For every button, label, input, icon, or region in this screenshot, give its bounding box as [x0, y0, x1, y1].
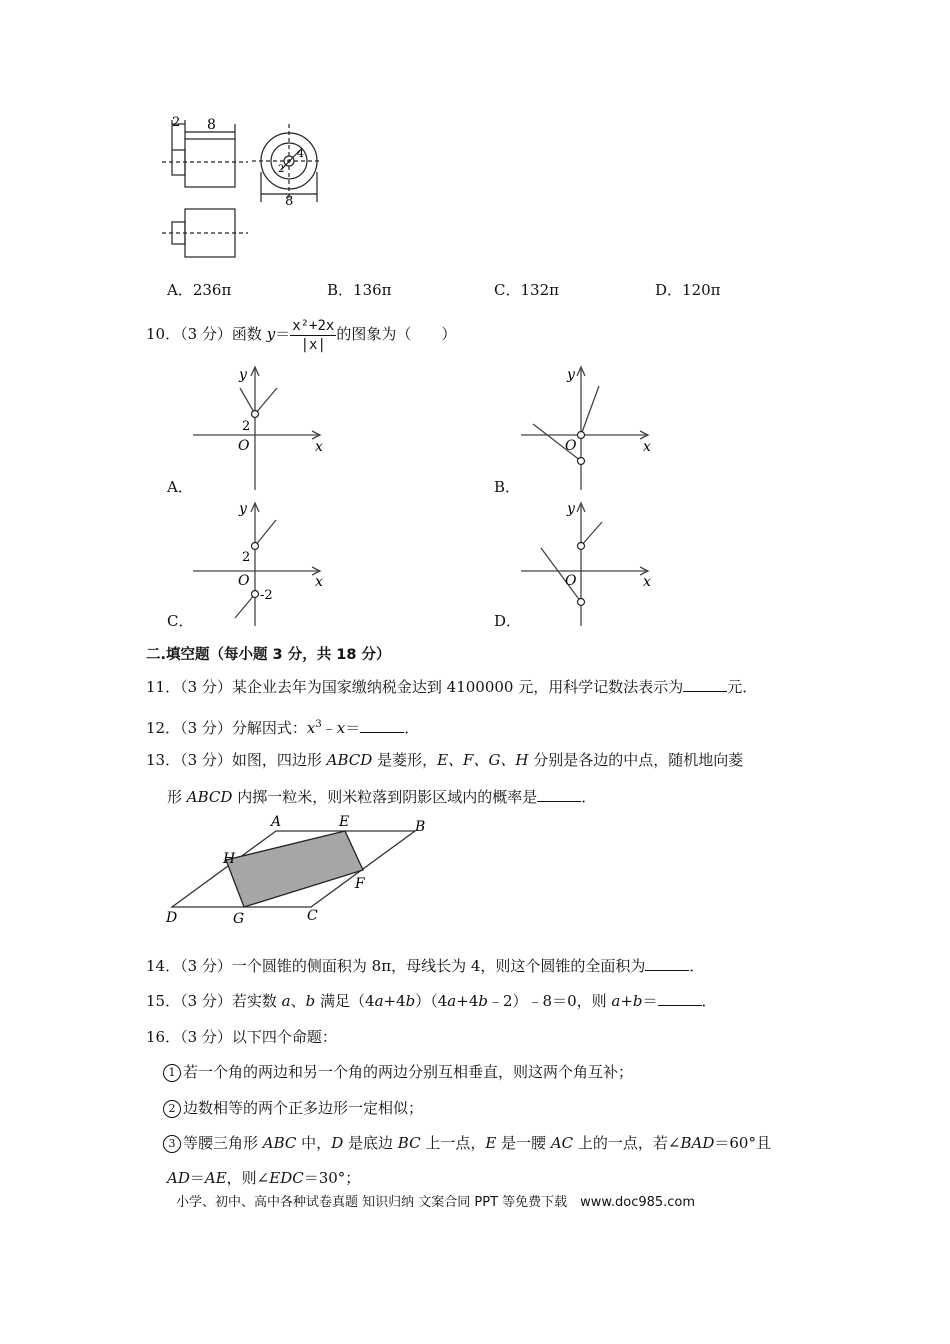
- q16-p3b-mid: ，则∠: [226, 1169, 270, 1187]
- q11-text: 11．（3 分）某企业去年为国家缴纳税金达到 4100000 元，用科学记数法表示为: [146, 678, 684, 696]
- q13-label-e: E: [339, 814, 350, 830]
- q10-fraction-numerator: x²+2x: [292, 317, 335, 334]
- q13-label-f: F: [355, 876, 365, 892]
- q10c-x-label: x: [315, 574, 323, 590]
- q16-p3a-e: E: [485, 1134, 497, 1152]
- q16-p3a-tail: ＝60°且: [714, 1134, 771, 1152]
- q10-graph-d: [518, 498, 658, 628]
- q10-fraction: [290, 317, 336, 354]
- q13-line2-post: 内掷一粒米，则米粒落到阴影区域内的概率是: [232, 788, 538, 806]
- q15-b2: b: [405, 992, 416, 1010]
- q16-circled-1: 1: [163, 1064, 181, 1082]
- q15-b3: b: [478, 992, 488, 1010]
- q10-number: 10．: [146, 325, 181, 343]
- q16-p3a-mid4: 是一腰: [496, 1134, 551, 1152]
- q13-label-a: A: [271, 814, 282, 830]
- q16-p3b-eq: ＝: [189, 1169, 205, 1187]
- q15-a3: a: [447, 992, 457, 1010]
- q11-answer-blank: [683, 677, 727, 692]
- q10d-origin-label: O: [565, 573, 577, 589]
- q15-mid3: ﹣2）﹣8＝0，则: [487, 992, 612, 1010]
- q10c-origin-label: O: [238, 573, 250, 589]
- q10-option-c: C．: [167, 612, 194, 630]
- q12-eq: ＝: [345, 719, 361, 737]
- q14-text: 14．（3 分）一个圆锥的侧面积为 8π，母线长为 4，则这个圆锥的全面积为: [146, 957, 646, 975]
- q16-circled-2: 2: [163, 1100, 181, 1118]
- q10c-neg-two-label: -2: [260, 588, 273, 603]
- q10d-y-label: y: [567, 501, 575, 517]
- q13-line1-mid: 是菱形，: [372, 751, 438, 769]
- q12-x2: x: [336, 719, 346, 737]
- q15-b4: b: [632, 992, 643, 1010]
- q16-p3a-mid3: 上一点，: [420, 1134, 486, 1152]
- q15-pre: 15．（3 分）若实数: [146, 992, 282, 1010]
- q16-p3a-bc: BC: [397, 1134, 421, 1152]
- q16-p1-text: 若一个角的两边和另一个角的两边分别互相垂直，则这两个角互补；: [183, 1063, 634, 1081]
- q9-dim-8-top: 8: [207, 117, 216, 133]
- q9-dim-2: 2: [278, 164, 285, 175]
- q10-option-b: B．: [494, 478, 521, 496]
- q16-intro: 16．（3 分）以下四个命题：: [146, 1028, 337, 1046]
- q13-line2: [167, 787, 596, 807]
- q16-proposition-2: [163, 1098, 423, 1118]
- q10a-y-label: y: [239, 367, 247, 383]
- q13-efgh: E、F、G、H: [437, 751, 529, 769]
- q16-p3b-ae: AE: [204, 1169, 227, 1187]
- q16-proposition-1: [163, 1062, 633, 1082]
- q13-label-b: B: [415, 819, 426, 835]
- q10-eq: ＝: [275, 325, 291, 343]
- q16-circled-3: 3: [163, 1135, 181, 1153]
- q12-answer-blank: [360, 718, 404, 733]
- q13-line1-pre: 13．（3 分）如图，四边形: [146, 751, 327, 769]
- q13-abcd: ABCD: [326, 751, 373, 769]
- q13-line1: [146, 750, 743, 770]
- q16-proposition-3-line1: [163, 1133, 771, 1153]
- q9-dim-2-left: 2: [172, 115, 181, 130]
- q10d-x-label: x: [643, 574, 651, 590]
- q16-p3a-mid: 中，: [296, 1134, 332, 1152]
- q9-dim-4: 4: [297, 147, 304, 160]
- q15-tail: ．: [701, 992, 717, 1010]
- q16-p3b-ad: AD: [167, 1169, 190, 1187]
- q9-option-c: C．132π: [494, 281, 559, 299]
- section-fill-in-title: 二.填空题（每小题 3 分，共 18 分）: [146, 647, 391, 663]
- q12-x: x: [306, 719, 316, 737]
- q15-mid2: ）（4: [415, 992, 448, 1010]
- q10b-origin-label: O: [565, 438, 577, 454]
- q15-a4: a: [611, 992, 621, 1010]
- q16-p3a-bad: BAD: [680, 1134, 715, 1152]
- q10-graph-b: [518, 362, 658, 492]
- q15-b: b: [305, 992, 316, 1010]
- q10c-y-label: y: [239, 501, 247, 517]
- q10-option-a: A．: [167, 478, 193, 496]
- q16-p3b-edc: EDC: [269, 1169, 304, 1187]
- q12-text: 12．（3 分）分解因式：: [146, 719, 307, 737]
- q14-answer-blank: [645, 956, 689, 971]
- q15-mid: 满足（4: [315, 992, 375, 1010]
- q12-tail: ．: [404, 719, 420, 737]
- q11-question: [146, 677, 757, 697]
- q13-line2-pre: 形: [167, 788, 187, 806]
- q15-plus3: +: [620, 992, 633, 1010]
- q13-label-g: G: [233, 911, 245, 927]
- q13-abcd-2: ABCD: [186, 788, 233, 806]
- q15-plus2: +4: [456, 992, 479, 1010]
- q11-tail: 元．: [727, 678, 758, 696]
- q15-a2: a: [374, 992, 384, 1010]
- q15-eq: ＝: [642, 992, 658, 1010]
- q15-question: [146, 991, 717, 1011]
- q12-exponent: 3: [315, 719, 322, 730]
- q16-p3a-mid2: 是底边: [343, 1134, 398, 1152]
- q10a-x-label: x: [315, 439, 323, 455]
- q12-minus: ﹣: [321, 719, 337, 737]
- q10-graph-c: [190, 498, 330, 628]
- q13-line1-post: 分别是各边的中点，随机地向菱: [528, 751, 744, 769]
- q13-label-c: C: [307, 908, 318, 924]
- q10b-y-label: y: [567, 367, 575, 383]
- q14-tail: ．: [689, 957, 705, 975]
- q9-three-view-figure: [160, 112, 330, 262]
- q13-label-d: D: [166, 910, 178, 926]
- q10-y: y: [266, 325, 276, 343]
- q13-tail: ．: [581, 788, 597, 806]
- q10-score: （3 分）函数: [180, 325, 267, 343]
- q14-question: [146, 956, 704, 976]
- page-footer: 小学、初中、高中各种试卷真题 知识归纳 文案合同 PPT 等免费下载 www.doc985.com: [176, 1195, 696, 1210]
- q10-fraction-denominator: |x|: [300, 336, 326, 353]
- q10a-origin-label: O: [238, 438, 250, 454]
- q15-answer-blank: [658, 991, 702, 1006]
- q16-p3b-tail: ＝30°；: [303, 1169, 361, 1187]
- q9-option-a: A．236π: [167, 281, 232, 299]
- q10-graph-a: [190, 362, 330, 492]
- q16-p3a-abc: ABC: [262, 1134, 297, 1152]
- q16-p3a-mid5: 上的一点，若∠: [573, 1134, 681, 1152]
- q10c-two-label: 2: [242, 550, 251, 565]
- q13-answer-blank: [537, 787, 581, 802]
- q16-p3a-pre: 等腰三角形: [183, 1134, 263, 1152]
- q10b-x-label: x: [643, 439, 651, 455]
- q15-a: a: [281, 992, 291, 1010]
- q15-plus: +4: [383, 992, 406, 1010]
- q15-sep: 、: [290, 992, 306, 1010]
- q16-p3a-ac: AC: [550, 1134, 574, 1152]
- q9-dim-8-circle: 8: [285, 194, 294, 209]
- q16-p2-text: 边数相等的两个正多边形一定相似；: [183, 1099, 424, 1117]
- q10-tail: 的图象为（ ）: [336, 325, 457, 343]
- q13-rhombus-figure: [160, 812, 440, 930]
- q16-proposition-3-line2: [167, 1168, 360, 1188]
- q9-option-d: D．120π: [655, 281, 721, 299]
- q12-question: [146, 715, 419, 738]
- q9-option-b: B．136π: [327, 281, 392, 299]
- q10-question: [146, 316, 456, 354]
- q10a-two-label: 2: [242, 419, 251, 434]
- q10-option-d: D．: [494, 612, 522, 630]
- q13-label-h: H: [223, 851, 236, 867]
- q16-p3a-d: D: [331, 1134, 344, 1152]
